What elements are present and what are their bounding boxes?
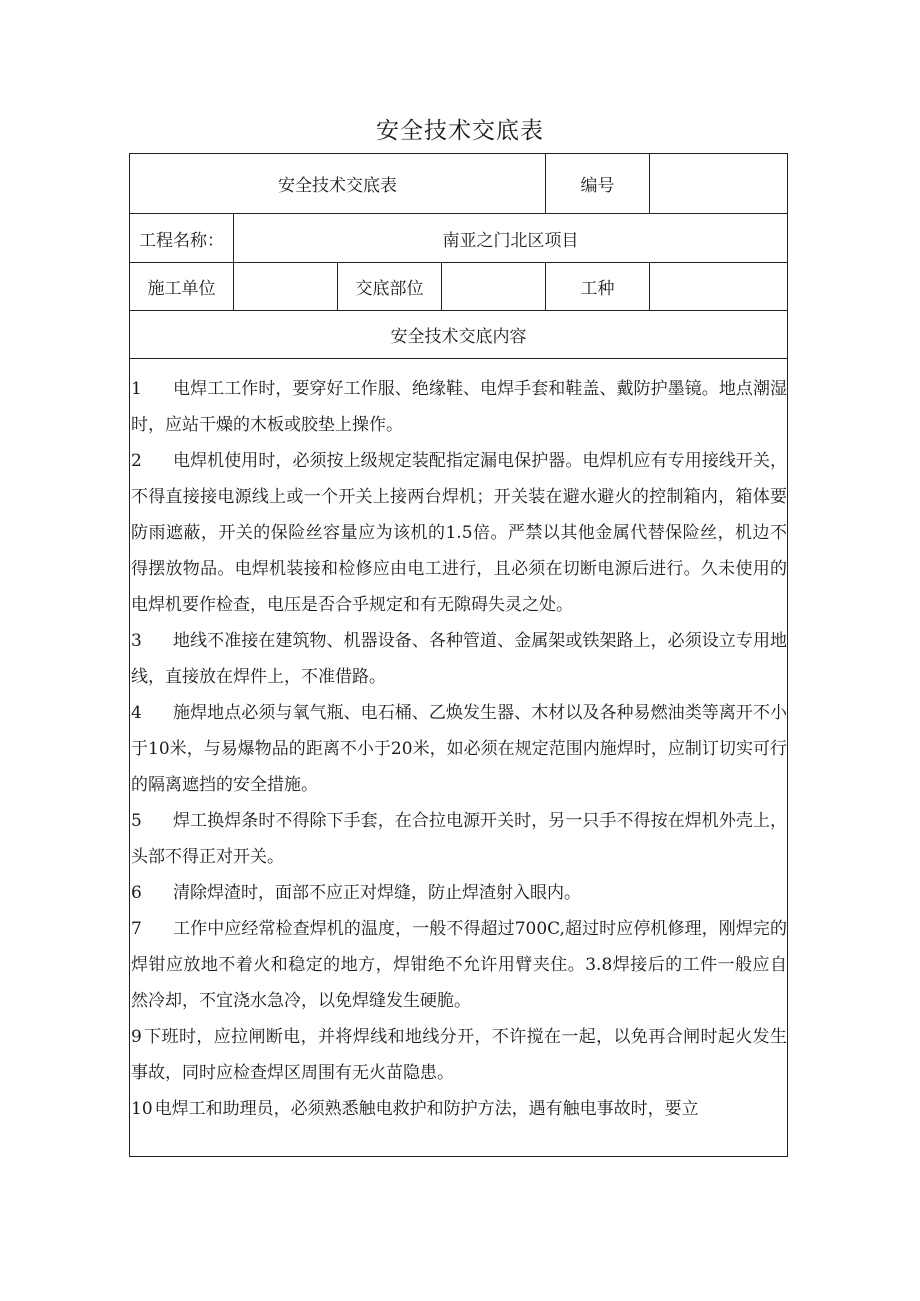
item-number: 7 <box>131 919 142 939</box>
content-title-row <box>130 311 788 359</box>
content-row <box>130 359 788 1157</box>
item-number: 4 <box>131 703 142 723</box>
item-number: 5 <box>131 811 142 831</box>
item-text: 电焊工和助理员，必须熟悉触电救护和防护方法，遇有触电事故时，要立 <box>154 1099 699 1119</box>
project-name-value: 南亚之门北区项目 <box>234 214 788 263</box>
item-text: 下班时，应拉闸断电，并将焊线和地线分开，不许搅在一起，以免再合闸时起火发生事故，同时应检查焊区周围有无火苗隐患。 <box>131 1027 787 1083</box>
safety-briefing-table <box>129 153 788 1157</box>
content-item <box>131 695 787 803</box>
briefing-part-value[interactable] <box>442 263 546 311</box>
content-item <box>131 875 787 911</box>
construction-unit-label: 施工单位 <box>130 263 234 311</box>
item-number: 6 <box>131 883 142 903</box>
header-row <box>130 154 788 214</box>
content-item <box>131 803 787 875</box>
content-item <box>131 911 787 1019</box>
item-text: 地线不准接在建筑物、机器设备、各种管道、金属架或铁架路上，必须设立专用地线，直接放在焊件上，不准借路。 <box>131 631 787 687</box>
item-text: 工作中应经常检查焊机的温度，一般不得超过700C,超过时应停机修理，刚焊完的焊钳应放地不着火和稳定的地方，焊钳绝不允许用臂夹住。3.8焊接后的工件一般应自然冷却，不宜浇水急冷，以免焊缝发生硬脆。 <box>131 919 787 1011</box>
content-title: 安全技术交底内容 <box>130 311 788 359</box>
item-text: 施焊地点必须与氧气瓶、电石桶、乙焕发生器、木材以及各种易燃油类等离开不小于10米，与易爆物品的距离不小于20米，如必须在规定范围内施焊时，应制订切实可行的隔离遮挡的安全措施。 <box>131 703 787 795</box>
content-list <box>130 359 787 1127</box>
document-title: 安全技术交底表 <box>376 118 544 144</box>
content-item <box>131 443 787 623</box>
item-number: 10 <box>131 1099 153 1119</box>
trade-label: 工种 <box>546 263 650 311</box>
project-row <box>130 214 788 263</box>
item-text: 电焊工工作时，要穿好工作服、绝缘鞋、电焊手套和鞋盖、戴防护墨镜。地点潮湿时，应站干燥的木板或胶垫上操作。 <box>131 379 787 435</box>
item-number: 3 <box>131 631 142 651</box>
content-item <box>131 623 787 695</box>
construction-unit-value[interactable] <box>234 263 338 311</box>
content-item <box>131 1091 787 1127</box>
project-name-label: 工程名称： <box>130 214 234 263</box>
item-number: 1 <box>131 379 142 399</box>
item-text: 焊工换焊条时不得除下手套，在合拉电源开关时，另一只手不得按在焊机外壳上，头部不得正对开关。 <box>131 811 787 867</box>
content-item <box>131 1019 787 1091</box>
trade-value[interactable] <box>650 263 788 311</box>
number-value[interactable] <box>650 154 788 214</box>
content-item <box>131 371 787 443</box>
item-text: 清除焊渣时，面部不应正对焊缝，防止焊渣射入眼内。 <box>173 883 581 903</box>
table-title: 安全技术交底表 <box>130 154 546 214</box>
item-number: 2 <box>131 451 142 471</box>
briefing-part-label: 交底部位 <box>338 263 442 311</box>
content-body <box>130 359 788 1157</box>
number-label: 编号 <box>546 154 650 214</box>
item-text: 电焊机使用时，必须按上级规定装配指定漏电保护器。电焊机应有专用接线开关，不得直接接电源线上或一个开关上接两台焊机；开关装在避水避火的控制箱内，箱体要防雨遮蔽，开关的保险丝容量应为该机的1.5倍。严禁以其他金属代替保险丝，机边不得摆放物品。电焊机装接和检修应由电工进行，且必须在切断电源后进行。久未使用的电焊机要作检查，电压是否合乎规定和有无隙碍失灵之处。 <box>131 451 787 615</box>
item-number: 9 <box>131 1027 142 1047</box>
details-row <box>130 263 788 311</box>
